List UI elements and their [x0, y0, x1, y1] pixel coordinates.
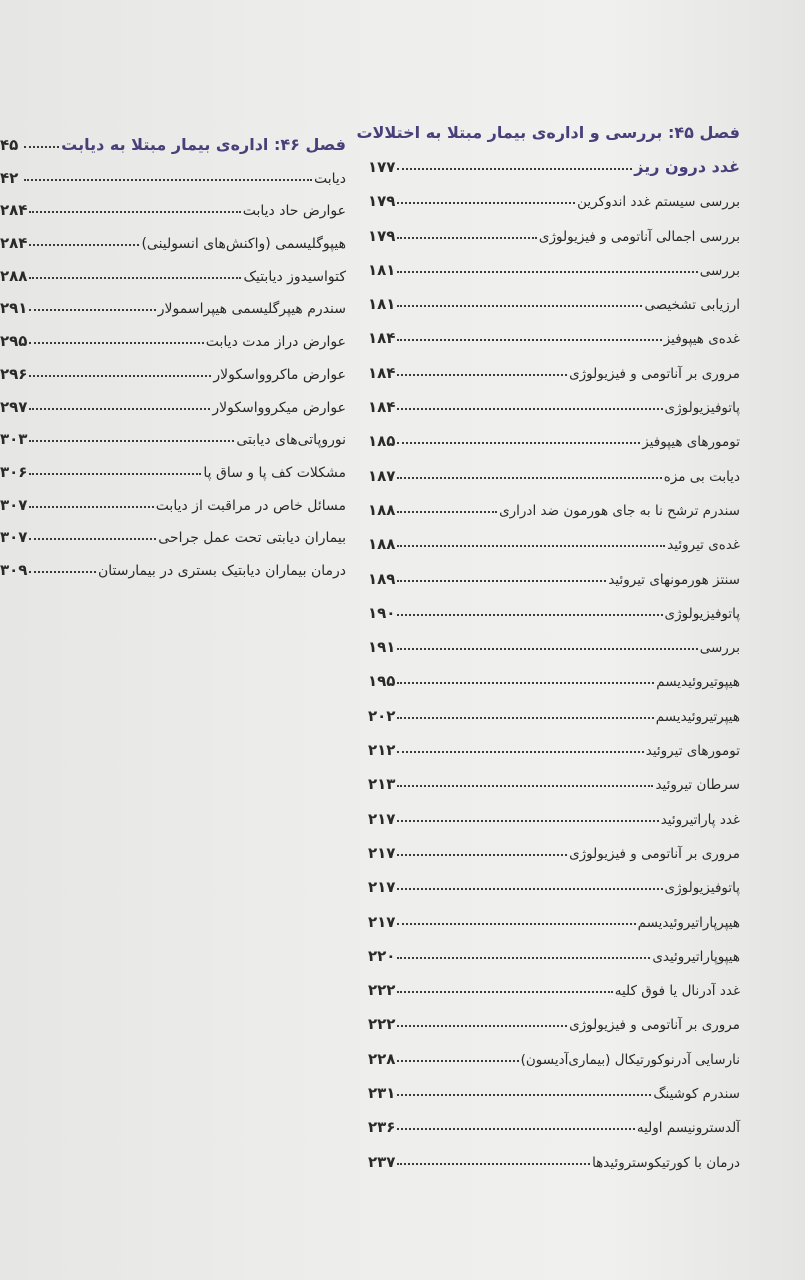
toc-entry-label: عوارض حاد دیابت: [242, 203, 346, 220]
leader-dots: [397, 339, 661, 341]
toc-entry-page: ۲۲۲: [368, 1015, 396, 1034]
toc-entry-label: بررسی: [699, 640, 740, 657]
toc-entry: [368, 553, 740, 587]
leader-dots: [24, 146, 59, 148]
leader-dots: [397, 580, 606, 582]
toc-entry: [0, 317, 346, 350]
toc-entry-page: ۱۸۱: [368, 260, 396, 279]
leader-dots: [397, 374, 567, 376]
toc-entry: [368, 382, 740, 416]
toc-entry-label: تومورهای هیپوفیز: [642, 434, 740, 451]
toc-entry: [368, 793, 740, 827]
toc-entry-page: ۱۸۴: [368, 363, 396, 382]
toc-entry-page: ۱۷۹: [368, 192, 396, 211]
leader-dots: [29, 506, 153, 508]
toc-entry-page: ۲۱۷: [368, 878, 396, 897]
chapter-45-title: فصل ۴۵: بررسی و اداره‌ی بیمار مبتلا به اختلالات: [356, 123, 740, 142]
toc-entry: [368, 656, 740, 690]
toc-entry-page: ۲۱۳: [368, 775, 396, 794]
toc-entry: [368, 416, 740, 450]
toc-entry: [0, 350, 346, 383]
toc-entry-page: ۲۲۰: [368, 946, 396, 965]
toc-entry-label: مروری بر آناتومی و فیزیولوژی: [569, 1017, 740, 1034]
leader-dots: [29, 473, 201, 475]
toc-entry-label: دیابت بی مزه: [663, 468, 740, 485]
toc-entry: [368, 210, 740, 244]
toc-entry-page: ۱۸۸: [368, 500, 396, 519]
leader-dots: [397, 854, 567, 856]
toc-entry-page: ۲۳۷: [368, 1152, 396, 1171]
leader-dots: [397, 923, 635, 925]
toc-entry-label: سندرم کوشینگ: [653, 1086, 740, 1103]
toc-entry: [368, 1136, 740, 1170]
toc-entry-label: هیپوتیروئیدیسم: [656, 674, 740, 691]
toc-entry: [368, 759, 740, 793]
leader-dots: [29, 277, 241, 279]
chapter-45-title-line2: [368, 146, 740, 176]
toc-entry: [368, 1068, 740, 1102]
toc-entry-label: نوروپاتی‌های دیابتی: [236, 432, 346, 449]
toc-entry: [0, 187, 346, 220]
toc-entry-page: ۲۸۴: [0, 201, 28, 220]
toc-entry: [368, 690, 740, 724]
leader-dots: [29, 244, 139, 246]
toc-entry: [368, 622, 740, 656]
toc-entry-label: تومورهای تیروئید: [645, 743, 740, 760]
toc-entry-label: سنتز هورمونهای تیروئید: [608, 571, 740, 588]
leader-dots: [397, 305, 642, 307]
toc-entry-label: دیابت: [313, 170, 346, 187]
leader-dots: [397, 751, 643, 753]
toc-entry-page: ۲۹۵: [0, 332, 28, 351]
chapter-46-title-row: [0, 126, 346, 154]
leader-dots: [397, 511, 497, 513]
chapter-45-entries: [368, 176, 740, 1171]
toc-entry-page: ۳۰۶: [0, 462, 28, 481]
toc-entry: [368, 896, 740, 930]
toc-entry: [368, 588, 740, 622]
toc-entry-label: هیپوپاراتیروئیدی: [652, 948, 740, 965]
toc-entry-page: ۱۸۷: [368, 466, 396, 485]
toc-entry-label: بررسی: [699, 262, 740, 279]
toc-entry: [368, 1102, 740, 1136]
toc-entry: [368, 931, 740, 965]
toc-entry-page: ۲۳۱: [368, 1084, 396, 1103]
toc-entry: [0, 481, 346, 514]
leader-dots: [397, 1094, 651, 1096]
leader-dots: [397, 1163, 590, 1165]
toc-entry-label: هیپوگلیسمی (واکنش‌های انسولینی): [141, 236, 346, 253]
toc-entry: [368, 176, 740, 210]
toc-entry-label: غدد آدرنال یا فوق کلیه: [614, 983, 740, 1000]
toc-entry-label: مشکلات کف پا و ساق پا: [203, 464, 346, 481]
toc-entry-label: کتواسیدوز دیابتیک: [243, 268, 346, 285]
toc-entry-label: هیپرپاراتیروئیدیسم: [637, 914, 740, 931]
leader-dots: [397, 888, 662, 890]
toc-entry-page: ۲۸۴: [0, 234, 28, 253]
toc-entry-page: ۱۷۹: [368, 226, 396, 245]
toc-entry: [0, 252, 346, 285]
toc-entry: [0, 416, 346, 449]
chapter-46-page: ۴۵: [0, 136, 19, 154]
toc-entry-label: بیماران دیابتی تحت عمل جراحی: [158, 530, 346, 547]
toc-entry-page: ۳۰۳: [0, 430, 28, 449]
toc-entry-page: ۳۰۷: [0, 495, 28, 514]
toc-entry-page: ۲۲۲: [368, 981, 396, 1000]
toc-entry-page: ۲۹۱: [0, 299, 28, 318]
toc-entry-label: درمان بیماران دیابتیک بستری در بیمارستان: [97, 562, 346, 579]
toc-entry-label: عوارض دراز مدت دیابت: [205, 334, 346, 351]
toc-entry: [368, 245, 740, 279]
toc-entry-label: بررسی سیستم غدد اندوکرین: [577, 194, 740, 211]
toc-entry: [368, 725, 740, 759]
toc-entry-label: غده‌ی تیروئید: [667, 537, 740, 554]
toc-entry-page: ۱۸۹: [368, 569, 396, 588]
toc-entry-label: هیپرتیروئیدیسم: [655, 708, 740, 725]
toc-entry-label: بررسی اجمالی آناتومی و فیزیولوژی: [538, 228, 740, 245]
leader-dots: [397, 408, 662, 410]
toc-entry: [368, 999, 740, 1033]
leader-dots: [29, 571, 96, 573]
toc-entry-page: ۴۲: [0, 168, 19, 187]
toc-entry-label: غده‌ی هیپوفیز: [663, 331, 740, 348]
toc-entry: [0, 514, 346, 547]
toc-entry-label: سندرم ترشح نا به جای هورمون ضد ادراری: [499, 502, 740, 519]
toc-entry: [368, 279, 740, 313]
toc-entry-page: ۲۲۸: [368, 1049, 396, 1068]
leader-dots: [397, 648, 697, 650]
toc-entry: [368, 862, 740, 896]
toc-entry-page: ۲۱۷: [368, 912, 396, 931]
toc-entry: [368, 313, 740, 347]
toc-entry-label: سرطان تیروئید: [655, 777, 740, 794]
toc-entry-page: ۲۱۲: [368, 741, 396, 760]
toc-entry: [368, 347, 740, 381]
leader-dots: [397, 442, 640, 444]
toc-entry-page: ۲۳۶: [368, 1118, 396, 1137]
toc-entry-label: غدد پاراتیروئید: [660, 811, 740, 828]
leader-dots: [29, 440, 234, 442]
leader-dots: [397, 820, 658, 822]
toc-entry-page: ۲۸۸: [0, 266, 28, 285]
toc-entry-page: ۲۹۷: [0, 397, 28, 416]
toc-entry-page: ۱۸۱: [368, 295, 396, 314]
leader-dots: [24, 179, 312, 181]
leader-dots: [397, 1025, 567, 1027]
leader-dots: [29, 375, 211, 377]
toc-entry-page: ۲۰۲: [368, 706, 396, 725]
toc-entry: [0, 285, 346, 318]
leader-dots: [397, 682, 654, 684]
toc-entry-page: ۱۹۵: [368, 672, 396, 691]
leader-dots: [397, 271, 697, 273]
toc-entry-page: ۱۸۵: [368, 432, 396, 451]
chapter-46-entries: [0, 154, 346, 579]
toc-entry-label: عوارض میکروواسکولار: [212, 399, 346, 416]
leader-dots: [29, 408, 210, 410]
toc-entry-page: ۳۰۷: [0, 528, 28, 547]
toc-entry-label: مسائل خاص در مراقبت از دیابت: [155, 497, 346, 514]
chapter-45-subtitle: غدد درون ریز: [634, 157, 740, 176]
toc-entry: [368, 450, 740, 484]
toc-entry-label: درمان با کورتیکوستروئیدها: [592, 1154, 740, 1171]
chapter-46-title: فصل ۴۶: اداره‌ی بیمار مبتلا به دیابت: [61, 135, 346, 154]
leader-dots: [397, 991, 612, 993]
toc-entry-label: مروری بر آناتومی و فیزیولوژی: [569, 845, 740, 862]
leader-dots: [29, 309, 155, 311]
leader-dots: [397, 477, 661, 479]
leader-dots: [29, 538, 156, 540]
toc-entry-label: نارسایی آدرنوکورتیکال (بیماری‌آدیسون): [520, 1051, 740, 1068]
toc-entry-label: عوارض ماکروواسکولار: [213, 366, 346, 383]
leader-dots: [397, 168, 632, 170]
toc-entry-page: ۱۸۴: [368, 398, 396, 417]
toc-entry-label: پاتوفیزیولوژی: [664, 880, 740, 897]
leader-dots: [29, 342, 203, 344]
toc-entry-label: مروری بر آناتومی و فیزیولوژی: [569, 365, 740, 382]
toc-column-chapter-45: [356, 120, 740, 1171]
leader-dots: [397, 545, 665, 547]
leader-dots: [29, 211, 240, 213]
leader-dots: [397, 785, 653, 787]
toc-entry: [368, 519, 740, 553]
toc-entry: [0, 448, 346, 481]
toc-entry-page: ۱۸۴: [368, 329, 396, 348]
toc-entry-label: پاتوفیزیولوژی: [664, 400, 740, 417]
leader-dots: [397, 1060, 518, 1062]
toc-entry-label: پاتوفیزیولوژی: [664, 605, 740, 622]
toc-column-chapter-46: [0, 126, 346, 579]
toc-entry-label: ارزیابی تشخیصی: [644, 297, 740, 314]
toc-entry-page: ۱۹۱: [368, 638, 396, 657]
leader-dots: [397, 717, 653, 719]
leader-dots: [397, 957, 650, 959]
leader-dots: [397, 237, 536, 239]
toc-entry-page: ۱۹۰: [368, 603, 396, 622]
toc-entry-label: آلدسترونیسم اولیه: [636, 1120, 740, 1137]
toc-entry: [0, 383, 346, 416]
toc-entry-page: ۱۸۸: [368, 535, 396, 554]
toc-entry: [0, 219, 346, 252]
toc-entry: [0, 154, 346, 187]
toc-entry-page: ۳۰۹: [0, 560, 28, 579]
chapter-45-page: ۱۷۷: [368, 158, 396, 176]
leader-dots: [397, 202, 575, 204]
toc-entry: [368, 485, 740, 519]
leader-dots: [397, 1128, 634, 1130]
toc-entry: [0, 546, 346, 579]
toc-entry-page: ۲۱۷: [368, 809, 396, 828]
toc-entry-label: سندرم هیپرگلیسمی هیپراسمولار: [157, 301, 346, 318]
toc-entry: [368, 965, 740, 999]
toc-entry-page: ۲۱۷: [368, 843, 396, 862]
toc-entry: [368, 828, 740, 862]
leader-dots: [397, 614, 662, 616]
toc-entry-page: ۲۹۶: [0, 364, 28, 383]
toc-entry: [368, 1033, 740, 1067]
